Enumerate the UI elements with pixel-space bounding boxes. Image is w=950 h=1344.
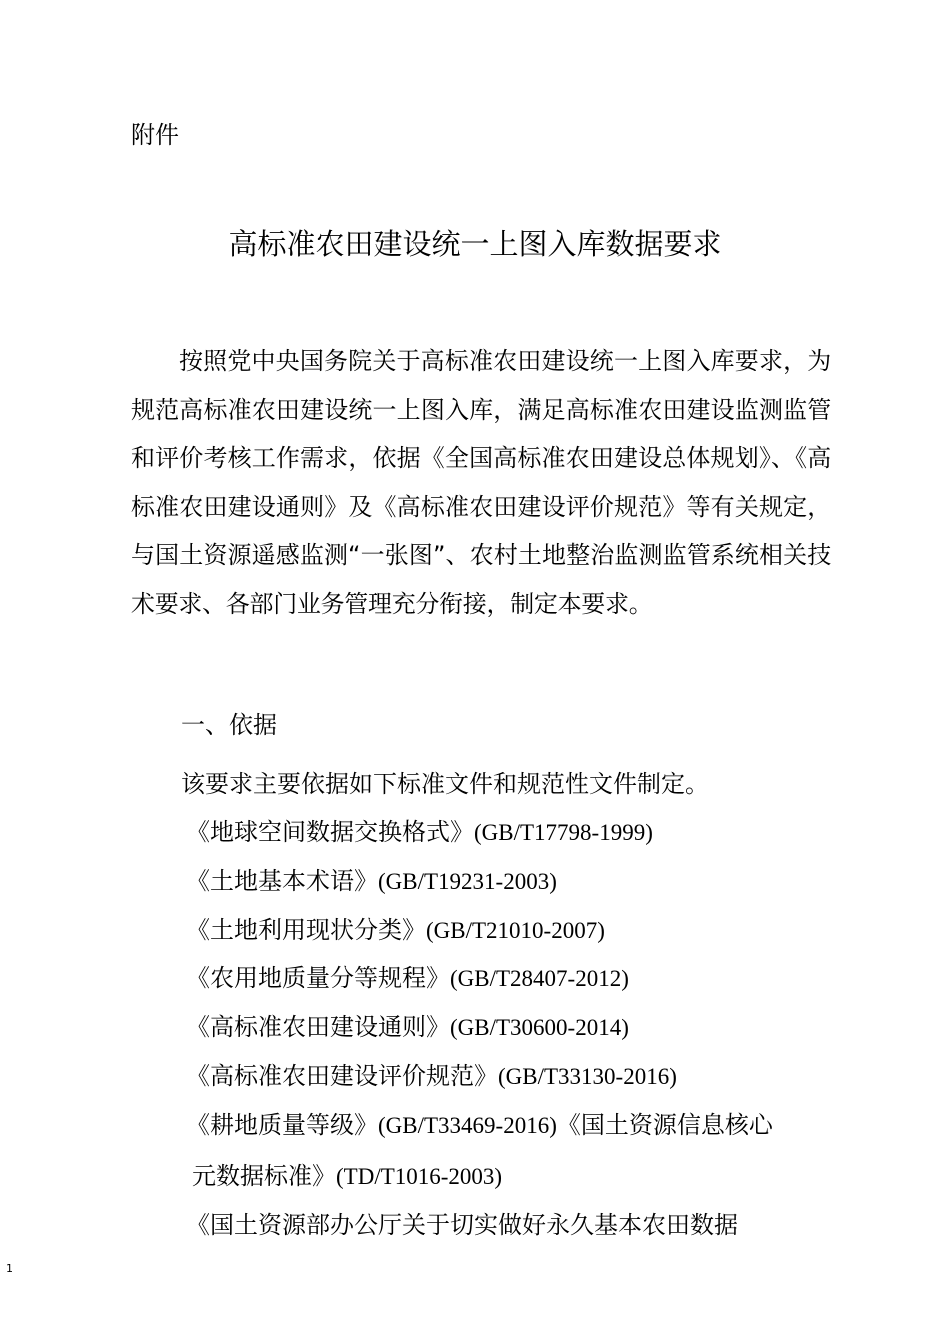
reference-code: (GB/T17798-1999) bbox=[474, 820, 653, 845]
attachment-label: 附件 bbox=[131, 121, 179, 149]
reference-name: 《高标准农田建设通则》 bbox=[186, 1013, 450, 1041]
reference-item bbox=[186, 861, 557, 896]
reference-code: (TD/T1016-2003) bbox=[336, 1164, 503, 1189]
reference-name: 《土地基本术语》 bbox=[186, 867, 378, 895]
reference-last-line: 《国土资源部办公厅关于切实做好永久基本农田数据 bbox=[186, 1211, 738, 1239]
reference-code: (GB/T28407-2012) bbox=[450, 966, 629, 991]
intro-paragraph: 按照党中央国务院关于高标准农田建设统一上图入库要求，为规范高标准农田建设统一上图入库，满足高标准农田建设监测监管和评价考核工作需求，依据《全国高标准农田建设总体规划》、《高标准农田建设通则》及《高标准农田建设评价规范》等有关规定，与国土资源遥感监测“一张图”、农村土地整治监测监管系统相关技术要求、各部门业务管理充分衔接，制定本要求。 bbox=[131, 347, 831, 618]
reference-item bbox=[186, 1105, 773, 1140]
reference-name-next: 《国土资源信息核心 bbox=[556, 1111, 773, 1139]
page-number: 1 bbox=[6, 1262, 13, 1275]
section-heading-basis: 一、依据 bbox=[181, 711, 277, 739]
reference-code: (GB/T21010-2007) bbox=[426, 918, 605, 943]
reference-name: 《高标准农田建设评价规范》 bbox=[186, 1062, 498, 1090]
reference-name: 元数据标准》 bbox=[192, 1162, 336, 1190]
reference-name: 《地球空间数据交换格式》 bbox=[186, 818, 474, 846]
reference-item bbox=[186, 1056, 677, 1091]
reference-item bbox=[186, 1007, 629, 1042]
basis-lead-text: 该要求主要依据如下标准文件和规范性文件制定。 bbox=[181, 770, 709, 798]
reference-item bbox=[186, 958, 629, 993]
reference-code: (GB/T19231-2003) bbox=[378, 869, 557, 894]
reference-code: (GB/T33130-2016) bbox=[498, 1064, 677, 1089]
reference-code: (GB/T30600-2014) bbox=[450, 1015, 629, 1040]
reference-code: (GB/T33469-2016) bbox=[378, 1113, 557, 1138]
reference-name: 《农用地质量分等规程》 bbox=[186, 964, 450, 992]
document-title: 高标准农田建设统一上图入库数据要求 bbox=[228, 227, 722, 261]
intro-section bbox=[131, 337, 831, 628]
reference-item bbox=[186, 910, 605, 945]
reference-item bbox=[186, 812, 653, 847]
reference-name: 《耕地质量等级》 bbox=[186, 1111, 378, 1139]
reference-name: 《土地利用现状分类》 bbox=[186, 916, 426, 944]
reference-continuation bbox=[192, 1156, 502, 1191]
